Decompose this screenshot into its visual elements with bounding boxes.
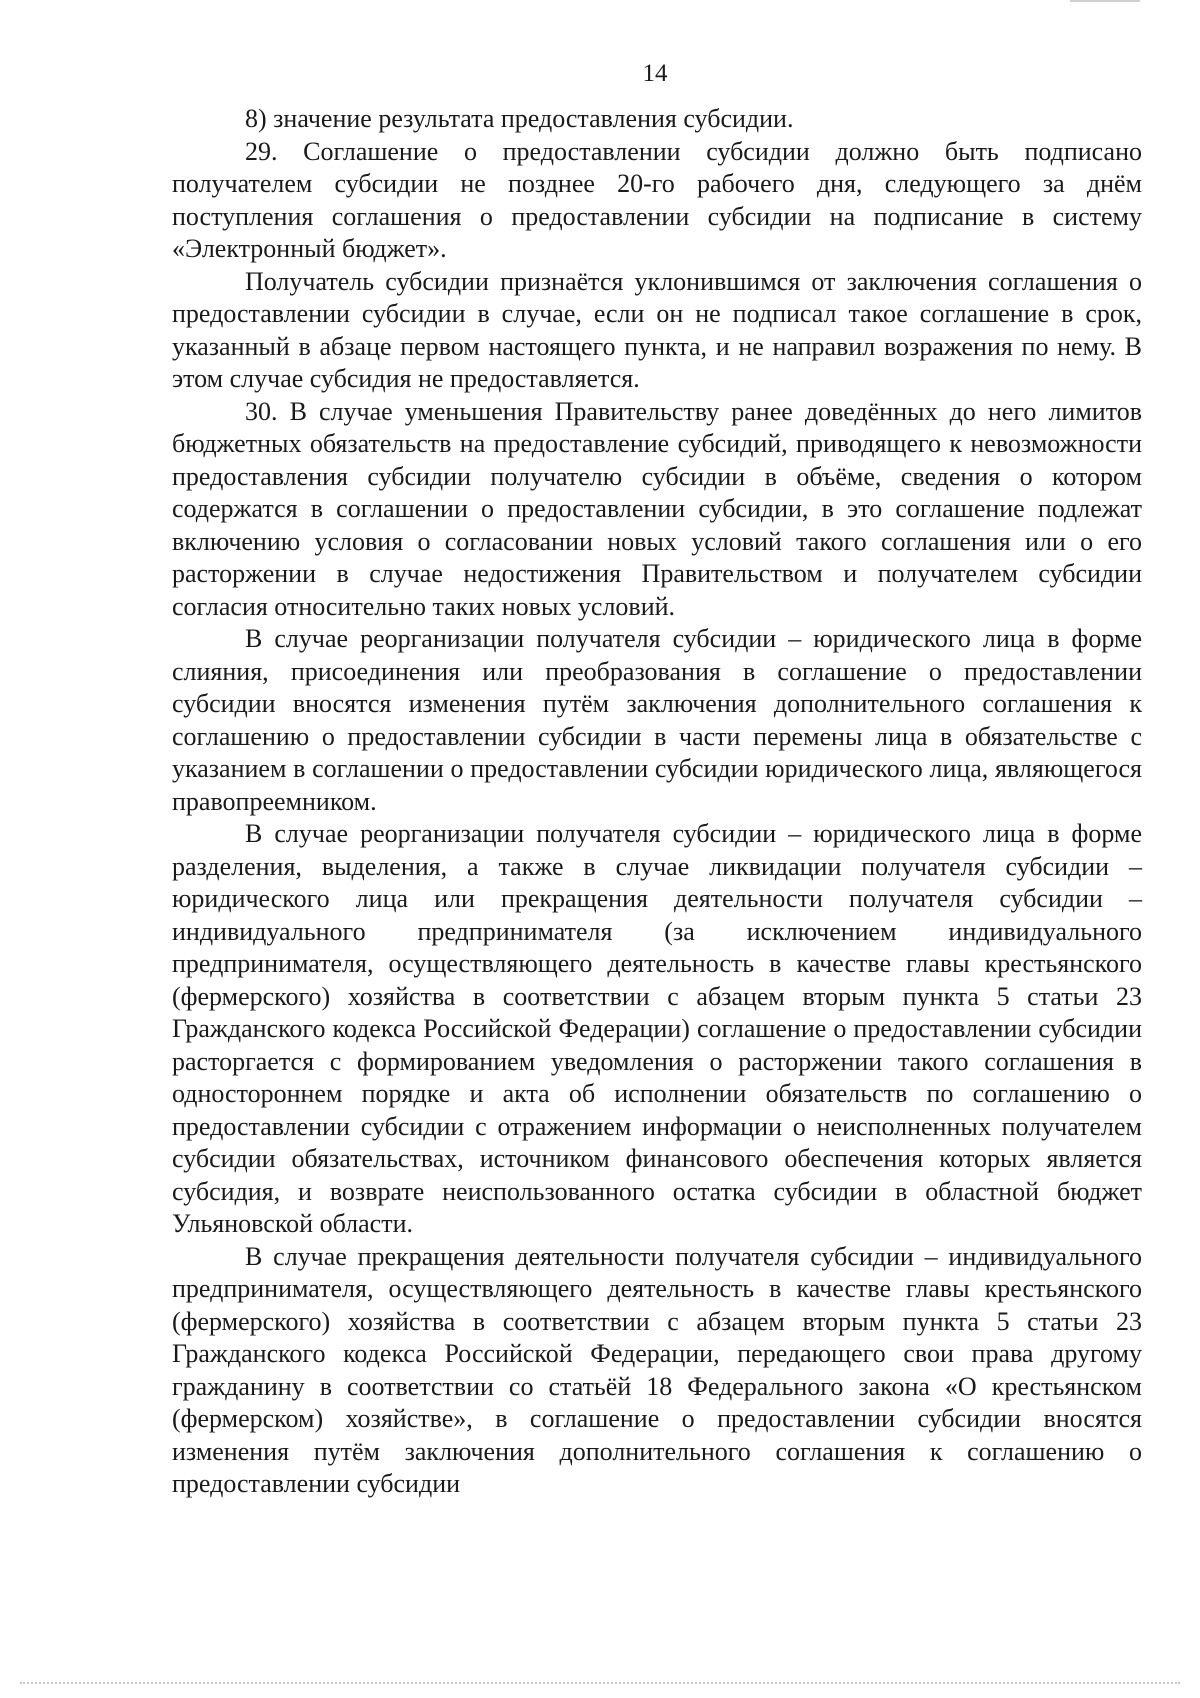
scan-bottom-edge <box>20 1682 1180 1684</box>
paragraph-clause-30: 30. В случае уменьшения Правительству ранее доведённых до него лимитов бюджетных обязательств на предоставление субсидий, приводящего к невозможности предоставления субсидии получателю субсидии в объёме, сведения о котором содержатся в соглашении о предоставлении субсидии, в это соглашение подлежат включению условия о согласовании новых условий такого соглашения или о его расторжении в случае недостижения Правительством и получателем субсидии согласия относительно таких новых условий. <box>172 396 1142 621</box>
paragraph-item-8: 8) значение результата предоставления субсидии. <box>245 104 794 133</box>
scan-edge-mark <box>1070 0 1140 2</box>
paragraph-reorganization-division: В случае реорганизации получателя субсидии – юридического лица в форме разделения, выделения, а также в случае ликвидации получателя субсидии – юридического лица или прекращения деятельности получателя субсидии – индивидуального предпринимателя (за исключением индивидуального предпринимателя, осуществляющего деятельность в качестве главы крестьянского (фермерского) хозяйства в соответствии с абзацем вторым пункта 5 статьи 23 Гражданского кодекса Российской Федерации) соглашение о предоставлении субсидии расторгается с формированием уведомления о расторжении такого соглашения в одностороннем порядке и акта об исполнении обязательств по соглашению о предоставлении субсидии с отражением информации о неисполненных получателем субсидии обязательствах, источником финансового обеспечения которых является субсидия, и возврате неиспользованного остатка субсидии в областной бюджет Ульяновской области. <box>172 819 1142 1238</box>
paragraph-termination-farm-head: В случае прекращения деятельности получателя субсидии – индивидуального предпринимателя, осуществляющего деятельность в качестве главы крестьянского (фермерского) хозяйства в соответствии с абзацем вторым пункта 5 статьи 23 Гражданского кодекса Российской Федерации, передающего свои права другому гражданину в соответствии со статьёй 18 Федерального закона «О крестьянском (фермерском) хозяйстве», в соглашение о предоставлении субсидии вносятся изменения путём заключения дополнительного соглашения к соглашению о предоставлении субсидии <box>172 1241 1142 1498</box>
document-body <box>172 103 1142 1501</box>
paragraph-clause-29: 29. Соглашение о предоставлении субсидии должно быть подписано получателем субсидии не позднее 20-го рабочего дня, следующего за днём поступления соглашения о предоставлении субсидии на подписание в систему «Электронный бюджет». <box>172 136 1142 263</box>
paragraph-recipient-evasion: Получатель субсидии признаётся уклонившимся от заключения соглашения о предоставлении субсидии в случае, если он не подписал такое соглашение в срок, указанный в абзаце первом настоящего пункта, и не направил возражения по нему. В этом случае субсидия не предоставляется. <box>172 266 1142 393</box>
page-number: 14 <box>642 60 668 87</box>
paragraph-reorganization-merger: В случае реорганизации получателя субсидии – юридического лица в форме слияния, присоединения или преобразования в соглашение о предоставлении субсидии вносятся изменения путём заключения дополнительного соглашения к соглашению о предоставлении субсидии в части перемены лица в обязательстве с указанием в соглашении о предоставлении субсидии юридического лица, являющегося правопреемником. <box>172 624 1142 816</box>
